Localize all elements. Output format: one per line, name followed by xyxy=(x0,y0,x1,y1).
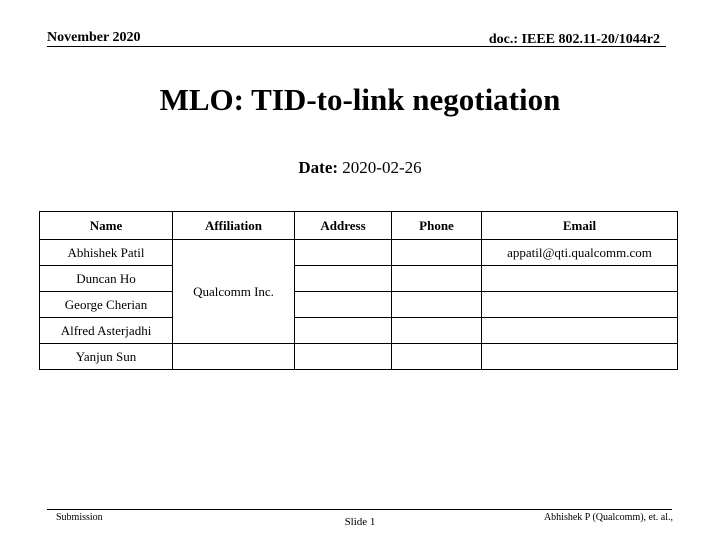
authors-table xyxy=(39,211,678,370)
email-cell xyxy=(482,266,678,292)
column-header-name: Name xyxy=(40,212,173,240)
date-value: 2020-02-26 xyxy=(342,158,422,177)
table-row xyxy=(40,240,678,266)
header-doc-id: doc.: IEEE 802.11-20/1044r2 xyxy=(488,32,660,47)
table-header-row xyxy=(40,212,678,240)
email-cell xyxy=(482,292,678,318)
column-header-affiliation: Affiliation xyxy=(173,212,295,240)
email-cell xyxy=(482,318,678,344)
author-name-cell: Alfred Asterjadhi xyxy=(40,318,173,344)
footer-submission: Submission xyxy=(56,512,103,523)
header-date: November 2020 xyxy=(47,30,141,45)
footer-slide-number: Slide 1 xyxy=(344,516,376,528)
table-row xyxy=(40,344,678,370)
table-row xyxy=(40,318,678,344)
phone-cell xyxy=(392,318,482,344)
column-header-phone: Phone xyxy=(392,212,482,240)
address-cell xyxy=(295,292,392,318)
date-line xyxy=(0,158,720,178)
slide-title: MLO: TID-to-link negotiation xyxy=(159,82,561,117)
affiliation-cell: Qualcomm Inc. xyxy=(173,240,295,344)
email-cell xyxy=(482,344,678,370)
column-header-email: Email xyxy=(482,212,678,240)
address-cell xyxy=(295,266,392,292)
address-cell xyxy=(295,318,392,344)
column-header-address: Address xyxy=(295,212,392,240)
author-name-cell: Abhishek Patil xyxy=(40,240,173,266)
date-label: Date: xyxy=(298,158,339,177)
address-cell xyxy=(295,344,392,370)
table-row xyxy=(40,266,678,292)
phone-cell xyxy=(392,292,482,318)
phone-cell xyxy=(392,266,482,292)
header-divider xyxy=(47,46,666,47)
author-name-cell: Duncan Ho xyxy=(40,266,173,292)
footer-divider xyxy=(47,509,672,510)
address-cell xyxy=(295,240,392,266)
author-name-cell: Yanjun Sun xyxy=(40,344,173,370)
affiliation-cell xyxy=(173,344,295,370)
phone-cell xyxy=(392,240,482,266)
author-name-cell: George Cherian xyxy=(40,292,173,318)
email-cell: appatil@qti.qualcomm.com xyxy=(482,240,678,266)
table-row xyxy=(40,292,678,318)
phone-cell xyxy=(392,344,482,370)
footer-author: Abhishek P (Qualcomm), et. al., xyxy=(543,512,673,523)
